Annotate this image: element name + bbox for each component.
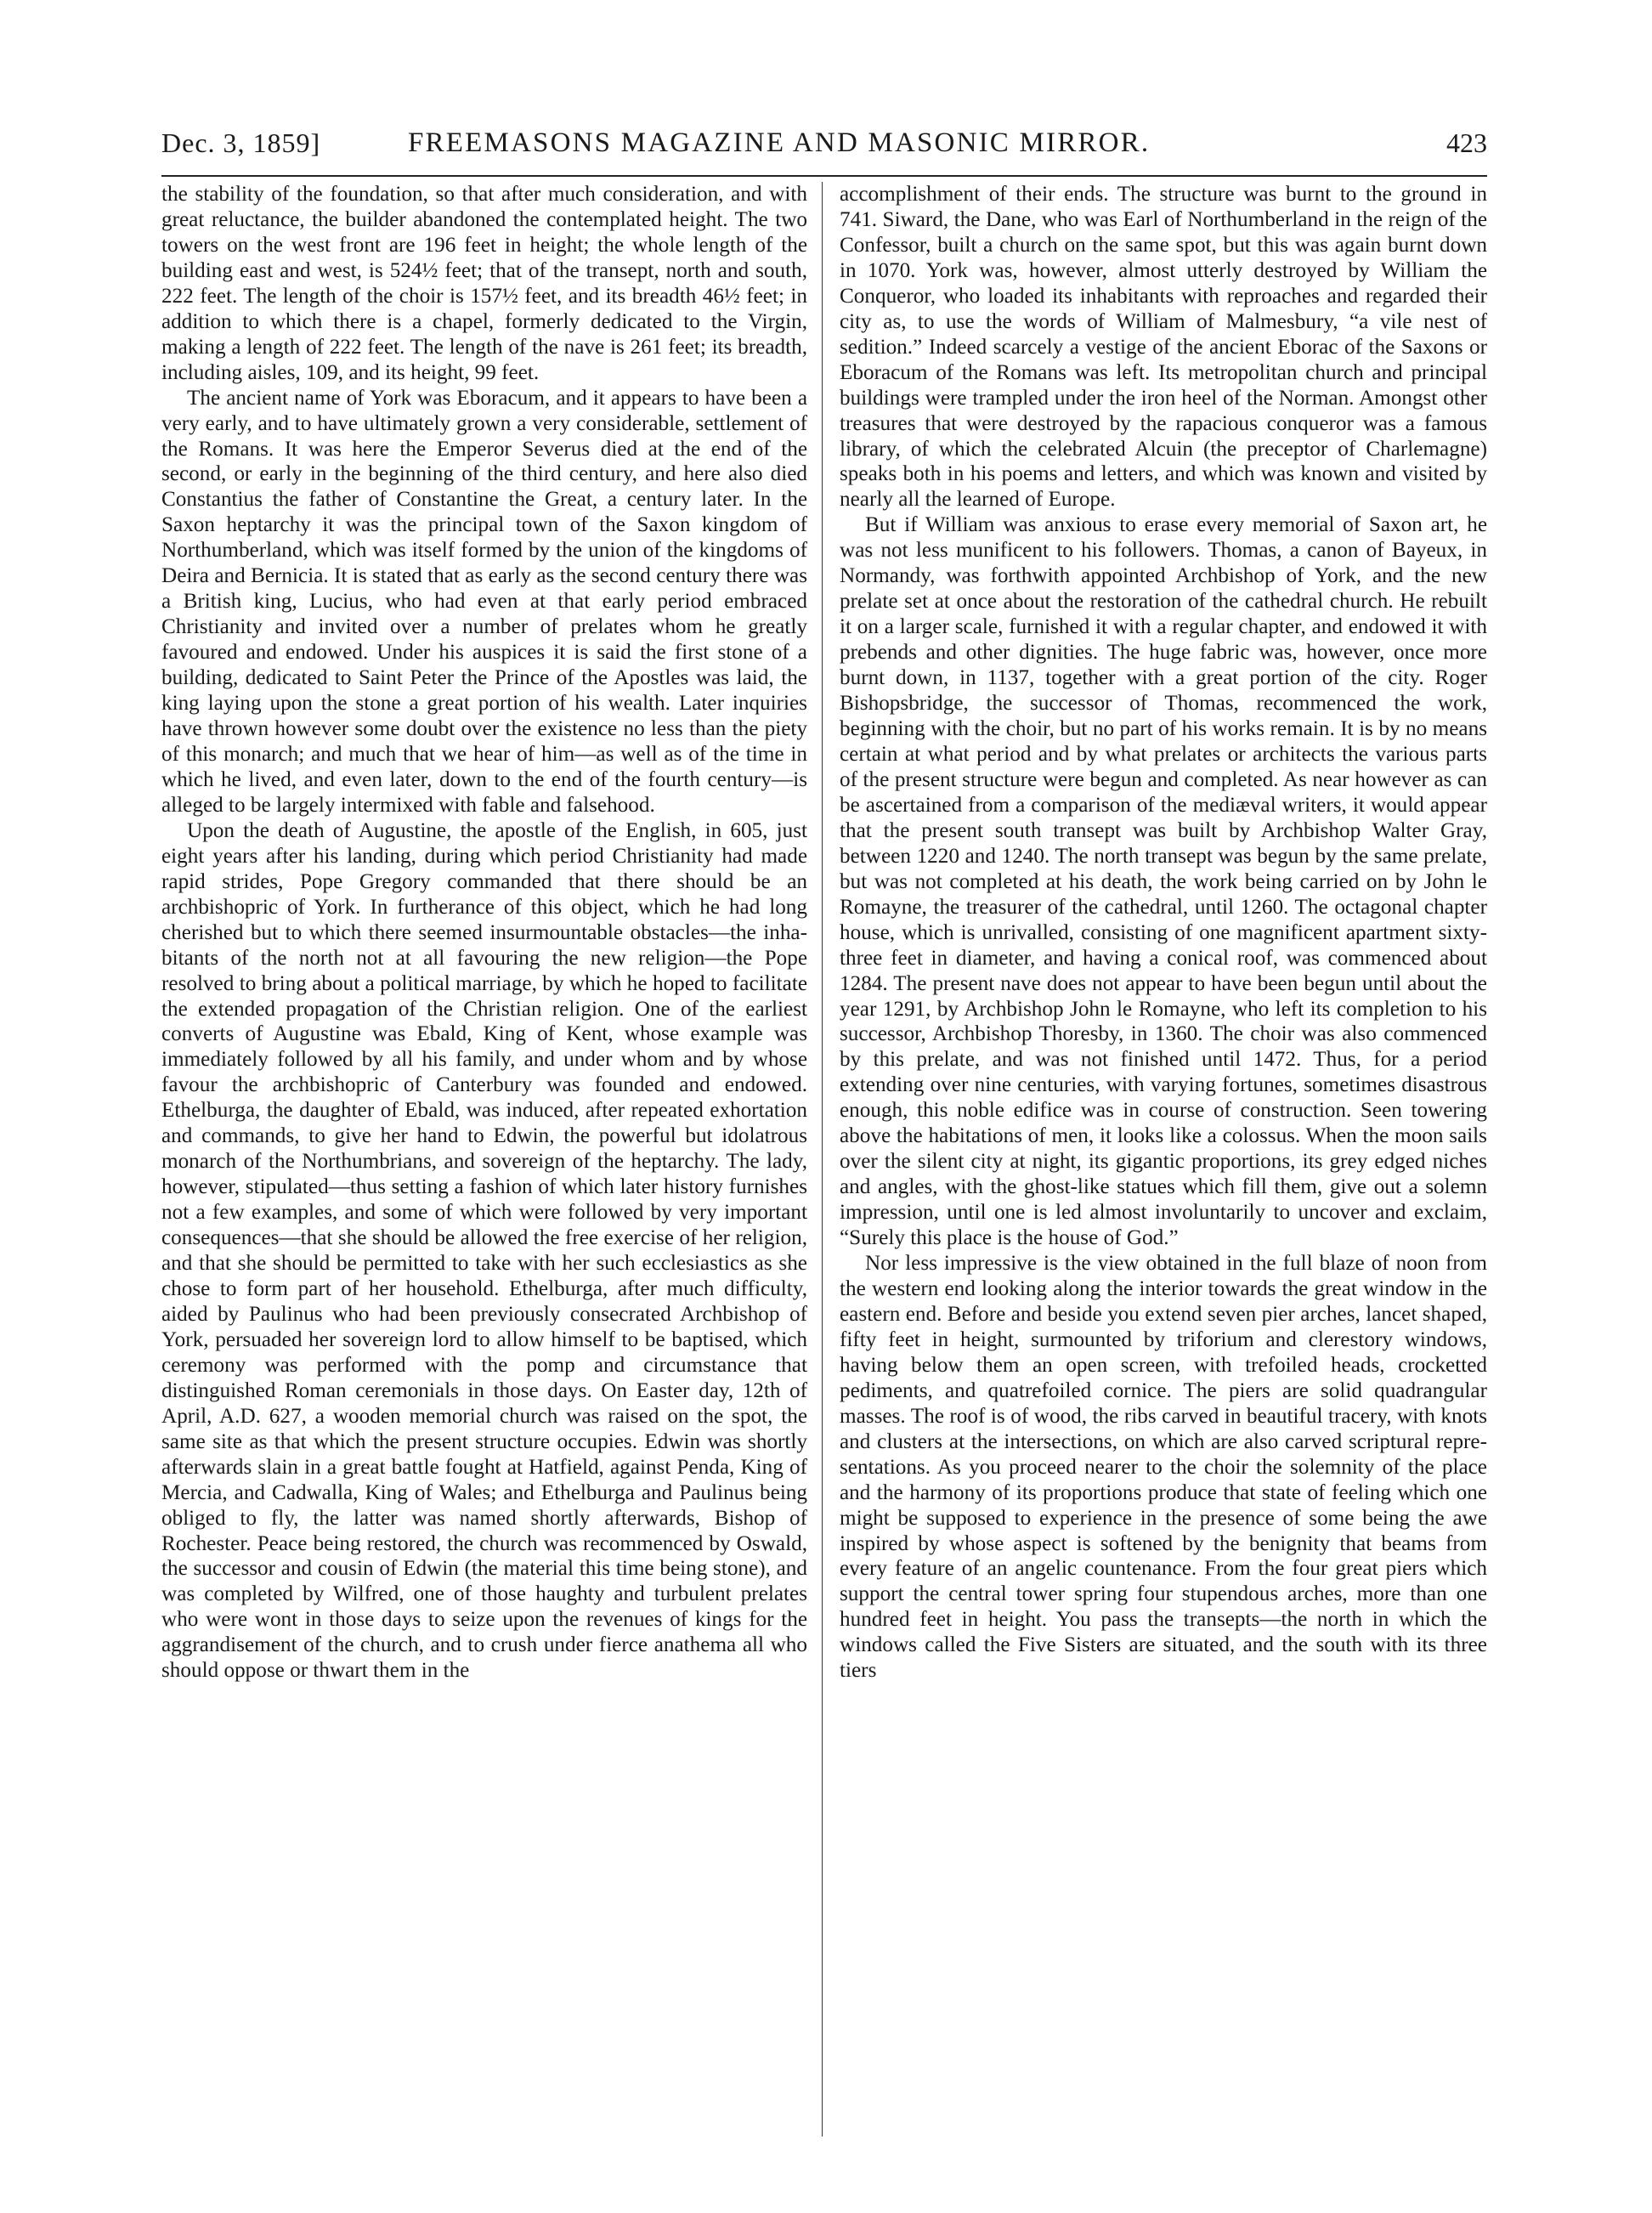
column-divider: [822, 182, 823, 2137]
right-column: [840, 182, 1487, 1684]
issue-date: Dec. 3, 1859]: [161, 127, 321, 158]
paragraph: the stability of the foundation, so that after much consideration, and with great reluctance, the builder abandoned the contemplated height. The two towers on the west front are 196 feet in height; the whole length of the building east and west, is 524½ feet; that of the transept, north and south, 222 feet. The length of the choir is 157½ feet, and its breadth 46½ feet; in addition to which there is a chapel, formerly dedicated to the Virgin, making a length of 222 feet. The length of the nave is 261 feet; its breadth, including aisles, 109, and its height, 99 feet.: [161, 183, 807, 384]
paragraph: But if William was anxious to erase every memorial of Saxon art, he was not less munificent to his followers. Thomas, a canon of Bayeux, in Normandy, was forthwith appointed Archbishop of York, and the new prelate set at once about the restoration of the cathedral church. He rebuilt it on a larger scale, furnished it with a regular chapter, and endowed it with prebends and other dignities. The huge fabric was, however, once more burnt down, in 1137, together with a great portion of the city. Roger Bishopsbridge, the successor of Thomas, recommenced the work, beginning with the choir, but no part of his works remain. It is by no means certain at what period and by what prelates or architects the various parts of the present structure were begun and completed. As near however as can be ascertained from a comparison of the mediæval writers, it would appear that the present south transept was built by Archbishop Walter Gray, between 1220 and 1240. The north transept was begun by the same prelate, but was not completed at his death, the work being carried on by John le Romayne, the treasurer of the cathedral, until 1260. The octagonal chapter house, which is unrivalled, consisting of one magnificent apartment sixty-three feet in diameter, and having a conical roof, was commenced about 1284. The present nave does not appear to have been begun until about the year 1291, by Archbishop John le Romayne, who left its completion to his successor, Archbishop Thoresby, in 1360. The choir was also commenced by this prelate, and was not finished until 1472. Thus, for a period extending over nine centuries, with varying fortunes, sometimes disastrous enough, this noble edifice was in course of construction. Seen towering above the habitations of men, it looks like a colossus. When the moon sails over the silent city at night, its gigantic proportions, its grey edged niches and angles, with the ghost-like statues which fill them, give out a solemn impression, until one is led almost involuntarily to uncover and exclaim, “Surely this place is the house of God.”: [840, 513, 1487, 1250]
page-header: [161, 127, 1487, 172]
paragraph: The ancient name of York was Eboracum, and it appears to have been a very early, and to have ultimately grown a very considerable, settlement of the Romans. It was here the Emperor Severus died at the end of the second, or early in the beginning of the third century, and here also died Constantius the father of Constantine the Great, a century later. In the Saxon heptarchy it was the principal town of the Saxon kingdom of Northumberland, which was itself formed by the union of the kingdoms of Deira and Bernicia. It is stated that as early as the second century there was a British king, Lucius, who had even at that early period embraced Christianity and invited over a number of prelates whom he greatly favoured and endowed. Under his auspices it is said the first stone of a building, dedicated to Saint Peter the Prince of the Apostles was laid, the king laying upon the stone a great portion of his wealth. Later inquiries have thrown however some doubt over the existence no less than the piety of this monarch; and much that we hear of him—as well as of the time in which he lived, and even later, down to the end of the fourth century—is alleged to be largely intermixed with fable and falsehood.: [161, 386, 807, 817]
publication-title: FREEMASONS MAGAZINE AND MASONIC MIRROR.: [408, 127, 1151, 158]
header-rule: [161, 175, 1487, 177]
paragraph: Nor less impressive is the view obtained in the full blaze of noon from the western end looking along the interior towards the great window in the eastern end. Before and beside you extend seven pier arches, lancet shaped, fifty feet in height, surmounted by triforium and clerestory windows, having below them an open screen, with trefoiled heads, crocketted pediments, and quatrefoiled cornice. The piers are solid quadrangular masses. The roof is of wood, the ribs carved in beautiful tracery, with knots and clusters at the intersections, on which are also carved scriptural representations. As you proceed nearer to the choir the solemnity of the place and the harmony of its proportions produce that state of feeling which one might be supposed to experience in the presence of some being the awe inspired by whose aspect is softened by the benignity that beams from every feature of an angelic countenance. From the four great piers which support the central tower spring four stupendous arches, more than one hundred feet in height. You pass the transepts—the north in which the windows called the Five Sisters are situated, and the south with its three tiers: [840, 1252, 1487, 1683]
page-number: 423: [1446, 127, 1487, 158]
left-column: [161, 182, 807, 1684]
paragraph: Upon the death of Augustine, the apostle of the English, in 605, just eight years after his landing, during which period Christianity had made rapid strides, Pope Gregory commanded that there should be an archbishopric of York. In furtherance of this object, which he had long cherished but to which there seemed insurmountable obstacles—the inhabitants of the north not at all favouring the new religion—the Pope resolved to bring about a political marriage, by which he hoped to facilitate the extended propagation of the Christian religion. One of the earliest converts of Augustine was Ebald, King of Kent, whose example was immediately followed by all his family, and under whom and by whose favour the archbishopric of Canterbury was founded and endowed. Ethelburga, the daughter of Ebald, was induced, after repeated exhortation and commands, to give her hand to Edwin, the powerful but idolatrous monarch of the Northumbrians, and sovereign of the heptarchy. The lady, however, stipulated—thus setting a fashion of which later history furnishes not a few examples, and some of which were followed by very important consequences—that she should be allowed the free exercise of her religion, and that she should be permitted to take with her such ecclesiastics as she chose to form part of her household. Ethelburga, after much difficulty, aided by Paulinus who had been previously consecrated Archbishop of York, persuaded her sovereign lord to allow himself to be baptised, which ceremony was performed with the pomp and circumstance that distinguished Roman ceremonials in those days. On Easter day, 12th of April, A.D. 627, a wooden memorial church was raised on the spot, the same site as that which the present structure occupies. Edwin was shortly afterwards slain in a great battle fought at Hatfield, against Penda, King of Mercia, and Cadwalla, King of Wales; and Ethelburga and Paulinus being obliged to fly, the latter was named shortly afterwards, Bishop of Rochester. Peace being restored, the church was recommenced by Oswald, the successor and cousin of Edwin (the material this time being stone), and was completed by Wilfred, one of those haughty and turbulent prelates who were wont in those days to seize upon the revenues of kings for the aggrandisement of the church, and to crush under fierce anathema all who should oppose or thwart them in the: [161, 818, 807, 1683]
paragraph: accomplishment of their ends. The structure was burnt to the ground in 741. Siward, the Dane, who was Earl of Northumberland in the reign of the Confessor, built a church on the same spot, but this was again burnt down in 1070. York was, however, almost utterly destroyed by William the Conqueror, who loaded its inhabitants with reproaches and regarded their city as, to use the words of William of Malmesbury, “a vile nest of sedition.” Indeed scarcely a vestige of the ancient Eborac of the Saxons or Eboracum of the Romans was left. Its metropolitan church and principal buildings were trampled under the iron heel of the Norman. Amongst other treasures that were destroyed by the rapacious conqueror was a famous library, of which the celebrated Alcuin (the preceptor of Charlemagne) speaks both in his poems and letters, and which was known and visited by nearly all the learned of Europe.: [840, 183, 1487, 512]
